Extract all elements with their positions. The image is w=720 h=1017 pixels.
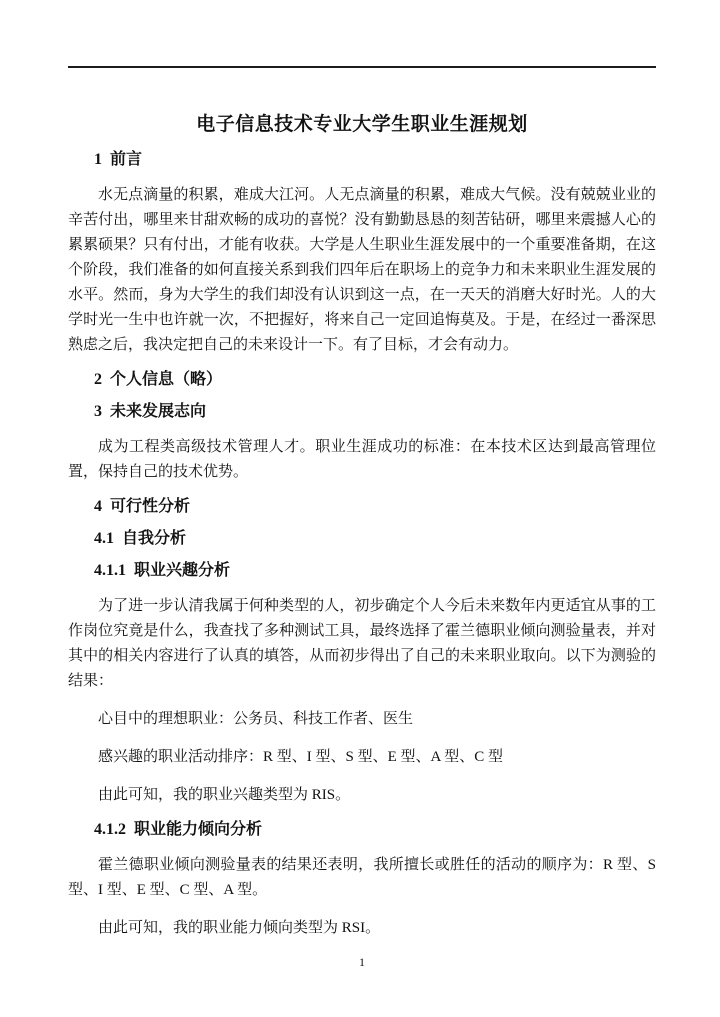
heading-self-analysis: 4.1 自我分析 [94,530,187,547]
heading-preface: 1 前言 [94,151,143,168]
paragraph-preface: 水无点滴量的积累，难成大江河。人无点滴量的积累，难成大气候。没有兢兢业业的辛苦付出，哪里来甘甜欢畅的成功的喜悦？没有勤勤恳恳的刻苦钻研，哪里来震撼人心的累累硕果？只有付出，才能有收获。大学是人生职业生涯发展中的一个重要准备期，在这个阶段，我们准备的如何直接关系到我们四年后在职场上的竞争力和未来职业生涯发展的水平。然而，身为大学生的我们却没有认识到这一点，在一天天的消磨大好时光。人的大学时光一生中也许就一次，不把握好，将来自己一定回追悔莫及。于是，在经过一番深思熟虑之后，我决定把自己的未来设计一下。有了目标，才会有动力。 [68,187,656,353]
paragraph-career-ability: 霍兰德职业倾向测验量表的结果还表明，我所擅长或胜任的活动的顺序为：R 型、S 型、I 型、E 型、C 型、A 型。 [68,857,656,898]
heading-future-goal: 3 未来发展志向 [94,403,207,420]
heading-career-interest-analysis: 4.1.1 职业兴趣分析 [94,562,231,579]
header-rule [68,66,656,68]
heading-feasibility-analysis: 4 可行性分析 [94,498,191,515]
paragraph-future-goal: 成为工程类高级技术管理人才。职业生涯成功的标准：在本技术区达到最高管理位置，保持自己的技术优势。 [68,439,656,480]
page-number: 1 [359,955,365,969]
line-interest-type-conclusion: 由此可知，我的职业兴趣类型为 RIS。 [98,787,351,803]
heading-personal-info: 2 个人信息（略） [94,371,223,388]
paragraph-career-interest: 为了进一步认清我属于何种类型的人，初步确定个人今后未来数年内更适宜从事的工作岗位究竟是什么，我查找了多种测试工具，最终选择了霍兰德职业倾向测验量表，并对其中的相关内容进行了认真的填答，从而初步得出了自己的未来职业取向。以下为测验的结果： [68,598,656,689]
line-ideal-careers: 心目中的理想职业：公务员、科技工作者、医生 [98,711,414,727]
heading-career-ability-analysis: 4.1.2 职业能力倾向分析 [94,821,263,838]
line-interest-ranking: 感兴趣的职业活动排序：R 型、I 型、S 型、E 型、A 型、C 型 [98,749,504,765]
document-content [0,66,720,970]
line-ability-type-conclusion: 由此可知，我的职业能力倾向类型为 RSI。 [98,920,381,936]
document-title: 电子信息技术专业大学生职业生涯规划 [196,114,528,135]
